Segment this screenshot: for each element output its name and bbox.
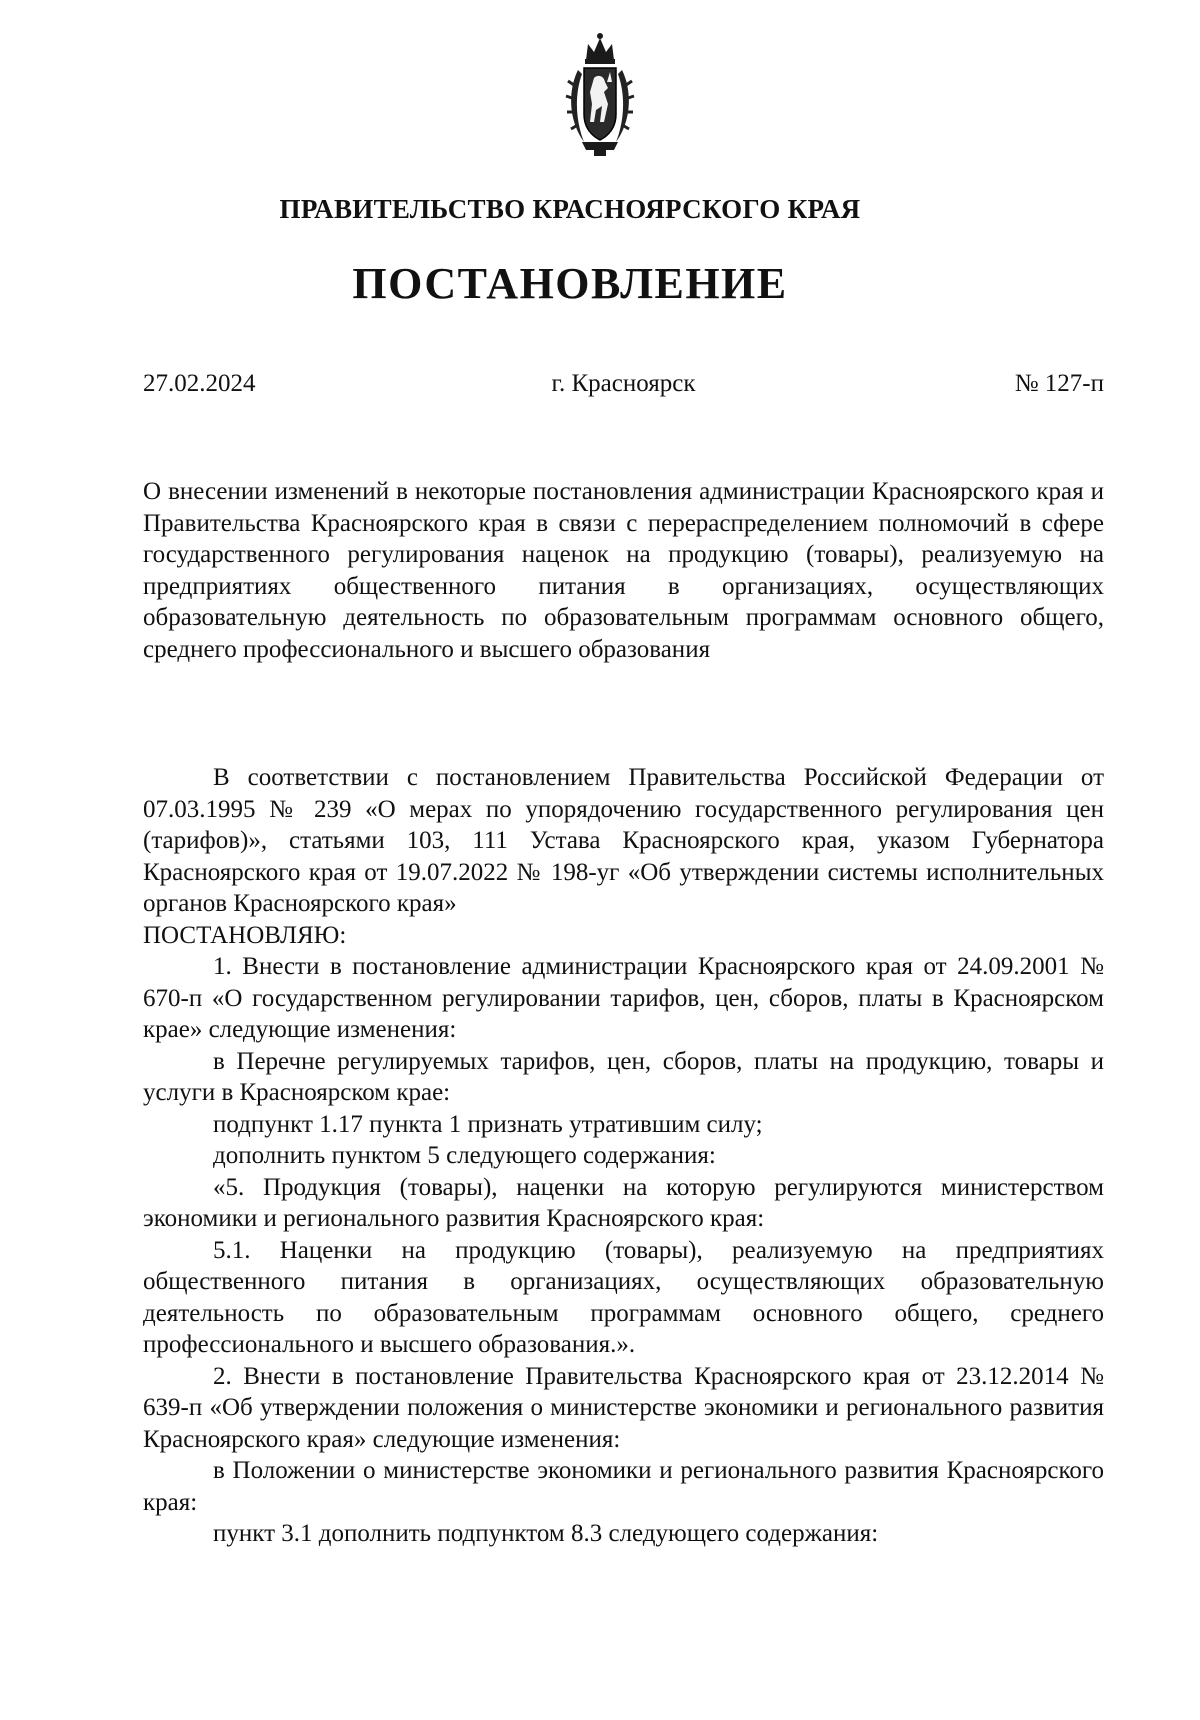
document-type-title: ПОСТАНОВЛЕНИЕ (352, 259, 788, 308)
body-paragraph: пункт 3.1 дополнить подпунктом 8.3 следующего содержания: (213, 1520, 879, 1547)
document-date: 27.02.2024 (143, 370, 256, 397)
document-number: № 127-п (1014, 370, 1104, 397)
body-paragraph: 1. Внести в постановление администрации Красноярского края от 24.09.2001 № 670-п «О государственном регулировании тарифов, цен, сборов, платы в Красноярском крае» следующие изменения: (143, 953, 1104, 1043)
body-paragraph: «5. Продукция (товары), наценки на которую регулируются министерством экономики и регионального развития Красноярского края: (143, 1173, 1104, 1232)
body-paragraph: В соответствии с постановлением Правительства Российской Федерации от 07.03.1995 № 239 «О мерах по упорядочению государственного регулирования цен (тарифов)», статьями 103, 111 Устава Красноярского края, указом Губернатора Красноярского края от 19.07.2022 № 198-уг «Об утверждении системы исполнительных органов Красноярского края» (143, 764, 1104, 917)
document-body (143, 762, 1104, 1550)
document-city: г. Красноярск (551, 370, 696, 397)
body-paragraph: в Перечне регулируемых тарифов, цен, сборов, платы на продукцию, товары и услуги в Красноярском крае: (143, 1047, 1104, 1106)
government-title: ПРАВИТЕЛЬСТВО КРАСНОЯРСКОГО КРАЯ (279, 194, 861, 224)
resolution-keyword: ПОСТАНОВЛЯЮ: (143, 921, 347, 949)
body-paragraph: дополнить пунктом 5 следующего содержания: (213, 1142, 716, 1169)
body-paragraph: 5.1. Наценки на продукцию (товары), реализуемую на предприятиях общественного питания в организациях, осуществляющих образовательную деятельность по образовательным программам основного общего, среднего профессионального и высшего образования.». (143, 1236, 1104, 1358)
body-paragraph: 2. Внести в постановление Правительства Красноярского края от 23.12.2014 № 639-п «Об утверждении положения о министерстве экономики и регионального развития Красноярского края» следующие изменения: (143, 1362, 1104, 1453)
krasnoyarsk-coat-of-arms-icon (564, 30, 636, 160)
document-meta-row (143, 370, 1104, 398)
body-paragraph: в Положении о министерстве экономики и регионального развития Красноярского края: (143, 1457, 1104, 1516)
document-subject: О внесении изменений в некоторые постановления администрации Красноярского края и Правительства Красноярского края в связи с перераспределением полномочий в сфере государственного регулирования наценок на продукцию (товары), реализуемую на предприятиях общественного питания в организациях, осуществляющих образовательную деятельность по образовательным программам основного общего, среднего профессионального и высшего образования (143, 478, 1104, 663)
body-paragraph: подпункт 1.17 пункта 1 признать утратившим силу; (213, 1110, 763, 1138)
